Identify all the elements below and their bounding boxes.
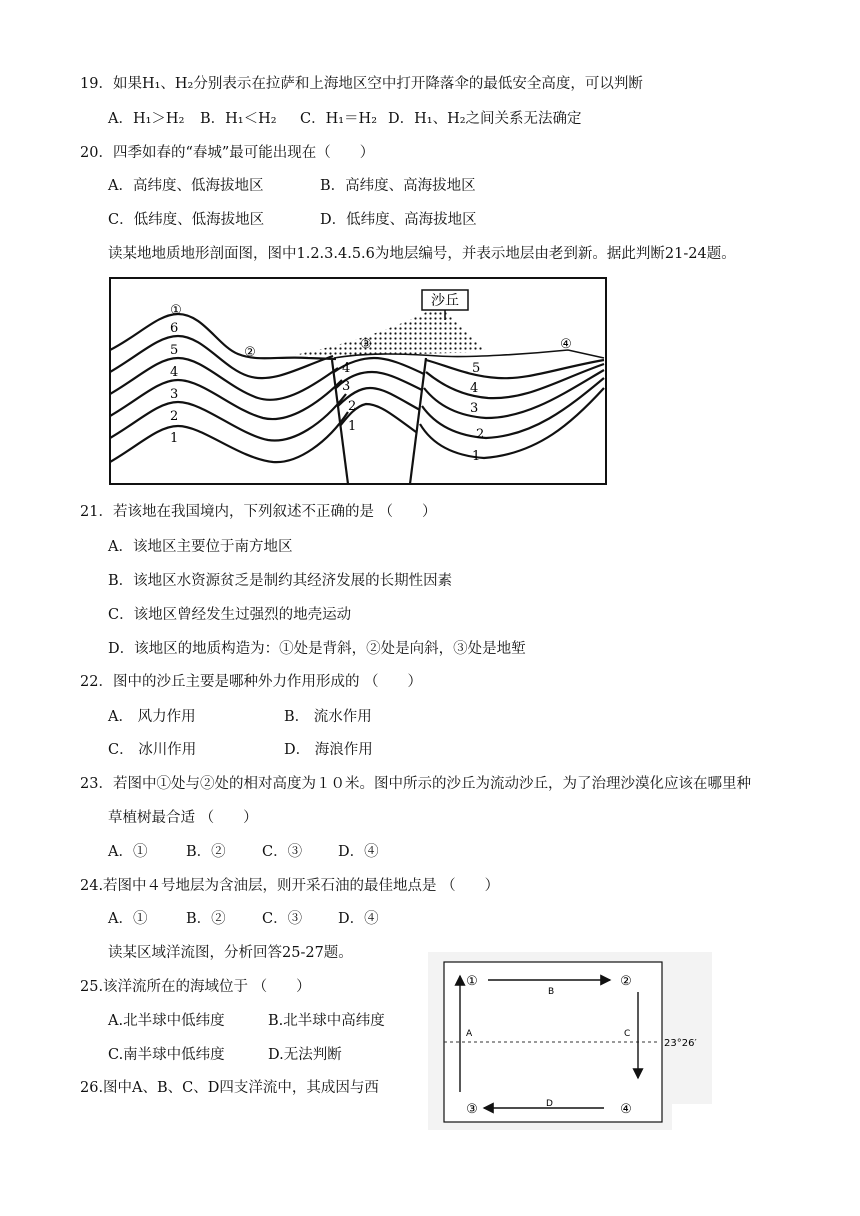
q21-option-a: A．该地区主要位于南方地区 [108, 539, 293, 555]
q22-option-d: D． 海浪作用 [284, 742, 373, 758]
q20-option-b: B．高纬度、高海拔地区 [320, 178, 476, 194]
q21-option-d: D．该地区的地质构造为：①处是背斜，②处是向斜，③处是地堑 [108, 641, 526, 657]
intro-21-24: 读某地地质地形剖面图，图中1.2.3.4.5.6为地层编号，并表示地层由老到新。据此判断21-24题。 [108, 246, 736, 262]
q23-option-a: A．① [108, 844, 148, 860]
q23-option-b: B．② [186, 844, 226, 860]
q24-option-b: B．② [186, 911, 226, 927]
q23-option-c: C．③ [262, 844, 303, 860]
current-c-label: C [624, 1029, 631, 1039]
q19-option-c: C．H₁＝H₂ [300, 111, 378, 127]
q26-stem: 26.图中A、B、C、D四支洋流中，其成因与西 [80, 1080, 379, 1096]
left-layer-1: 1 [170, 431, 179, 446]
site-2: ② [244, 345, 256, 360]
site-4: ④ [560, 337, 572, 352]
q19-option-a: A．H₁＞H₂ [108, 111, 185, 127]
corner-1: ① [466, 974, 478, 989]
left-layer-5: 5 [170, 343, 179, 358]
q20-option-a: A．高纬度、低海拔地区 [108, 178, 264, 194]
q24-option-a: A．① [108, 911, 148, 927]
latitude-label: 23°26′ [664, 1038, 697, 1049]
center-layer-4: 4 [342, 361, 351, 376]
q22-option-b: B． 流水作用 [284, 709, 372, 725]
q25-option-b: B.北半球中高纬度 [268, 1013, 385, 1029]
q21-option-b: B．该地区水资源贫乏是制约其经济发展的长期性因素 [108, 573, 453, 589]
left-layer-2: 2 [170, 409, 179, 424]
geologic-section-figure [108, 276, 610, 490]
q20-stem: 20．四季如春的“春城”最可能出现在（ ） [80, 145, 375, 161]
q20-option-d: D．低纬度、高海拔地区 [320, 212, 477, 228]
right-layer-3: 3 [470, 401, 479, 416]
right-layer-4: 4 [470, 381, 479, 396]
q21-stem: 21．若该地在我国境内，下列叙述不正确的是 （ ） [80, 504, 437, 520]
center-layer-3: 3 [342, 379, 351, 394]
current-a-label: A [466, 1029, 473, 1039]
center-layer-2: 2 [348, 399, 357, 414]
q22-stem: 22．图中的沙丘主要是哪种外力作用形成的 （ ） [80, 674, 423, 690]
corner-3: ③ [466, 1102, 478, 1117]
q24-option-c: C．③ [262, 911, 303, 927]
q25-stem: 25.该洋流所在的海域位于 （ ） [80, 979, 311, 995]
left-layer-3: 3 [170, 387, 179, 402]
dune-label: 沙丘 [431, 293, 459, 309]
q21-option-c: C．该地区曾经发生过强烈的地壳运动 [108, 607, 352, 623]
corner-2: ② [620, 974, 632, 989]
q23-stem: 23．若图中①处与②处的相对高度为１０米。图中所示的沙丘为流动沙丘，为了治理沙漠化应该在哪里种 [80, 776, 751, 792]
q23-option-d: D．④ [338, 844, 379, 860]
q19-option-b: B．H₁＜H₂ [200, 111, 277, 127]
q25-option-c: C.南半球中低纬度 [108, 1047, 225, 1063]
corner-4: ④ [620, 1102, 632, 1117]
q22-option-a: A． 风力作用 [108, 709, 196, 725]
right-layer-2: 2 [476, 427, 485, 442]
right-layer-1: 1 [472, 449, 481, 464]
site-3: ③ [360, 337, 372, 352]
q20-option-c: C．低纬度、低海拔地区 [108, 212, 265, 228]
center-layer-1: 1 [348, 419, 357, 434]
q24-stem: 24.若图中４号地层为含油层，则开采石油的最佳地点是 （ ） [80, 878, 500, 894]
q22-option-c: C． 冰川作用 [108, 742, 197, 758]
left-layer-6: 6 [170, 321, 179, 336]
right-layer-5: 5 [472, 361, 481, 376]
q19-stem: 19．如果H₁、H₂分别表示在拉萨和上海地区空中打开降落伞的最低安全高度，可以判断 [80, 76, 643, 92]
ocean-current-figure [428, 952, 712, 1130]
q19-option-d: D．H₁、H₂之间关系无法确定 [388, 111, 582, 127]
current-d-label: D [546, 1099, 553, 1109]
q25-option-d: D.无法判断 [268, 1047, 342, 1063]
intro-25-27: 读某区域洋流图，分析回答25-27题。 [108, 945, 353, 961]
q24-option-d: D．④ [338, 911, 379, 927]
left-layer-4: 4 [170, 365, 179, 380]
q25-option-a: A.北半球中低纬度 [108, 1013, 225, 1029]
current-b-label: B [548, 987, 555, 997]
site-1: ① [170, 303, 182, 318]
q23-stem-continued: 草植树最合适 （ ） [108, 810, 258, 826]
